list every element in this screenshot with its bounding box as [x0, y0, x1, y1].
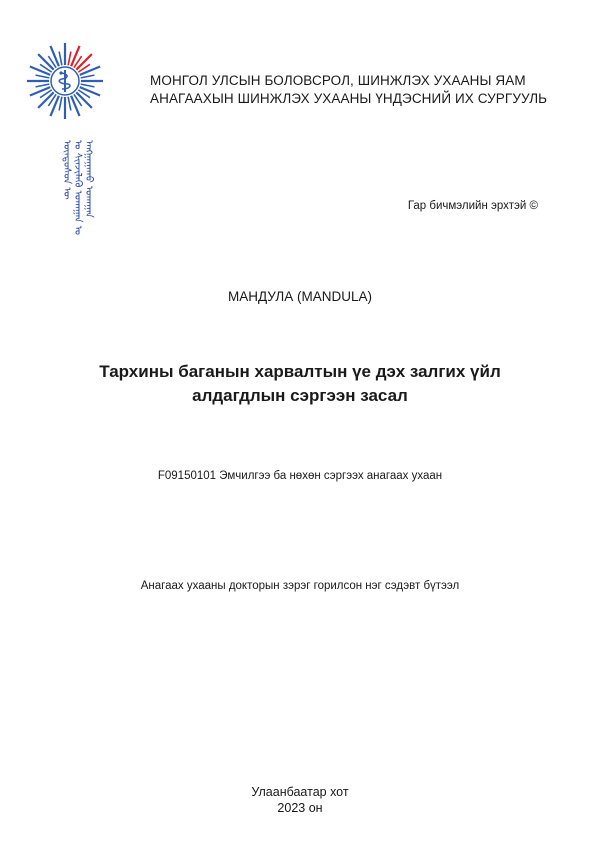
ministry-name: МОНГОЛ УЛСЫН БОЛОВСРОЛ, ШИНЖЛЭХ УХААНЫ ЯАМ — [150, 73, 526, 88]
university-medical-emblem-icon — [26, 42, 104, 120]
ministry-header — [150, 72, 580, 108]
thesis-title-line-1: Тархины баганын харвалтын үе дэх залгих үйл — [99, 362, 501, 381]
city: Улаанбаатар хот — [251, 785, 349, 799]
copyright-notice: Гар бичмэлийн эрхтэй © — [407, 200, 538, 212]
thesis-title-line-2: алдагдлын сэргээн засал — [192, 386, 408, 405]
author-name: МАНДУЛА (MANDULA) — [227, 289, 373, 304]
place-and-year — [0, 784, 600, 816]
year: 2023 он — [277, 801, 323, 815]
specialty-code: F09150101 Эмчилгээ ба нөхөн сэргээх анагаах ухаан — [157, 470, 443, 482]
mongolian-script-logo-text: ᠠᠩᠭᠠᠭᠠᠬᠤ ᠤᠬᠠᠭᠠᠨ ᠤ ᠱᠢᠨᠵᠢᠯᠡᠬᠦ ᠤᠬᠠᠭᠠᠨ ᠤ ᠦᠨᠳᠦᠰᠦᠨ ᠦ — [61, 140, 94, 236]
university-logo — [26, 42, 104, 236]
thesis-type: Анагаах ухааны докторын зэрэг горилсон нэг сэдэвт бүтээл — [140, 580, 460, 592]
thesis-title — [0, 360, 600, 408]
university-name: АНАГААХЫН ШИНЖЛЭХ УХААНЫ ҮНДЭСНИЙ ИХ СУРГУУЛЬ — [150, 91, 548, 106]
